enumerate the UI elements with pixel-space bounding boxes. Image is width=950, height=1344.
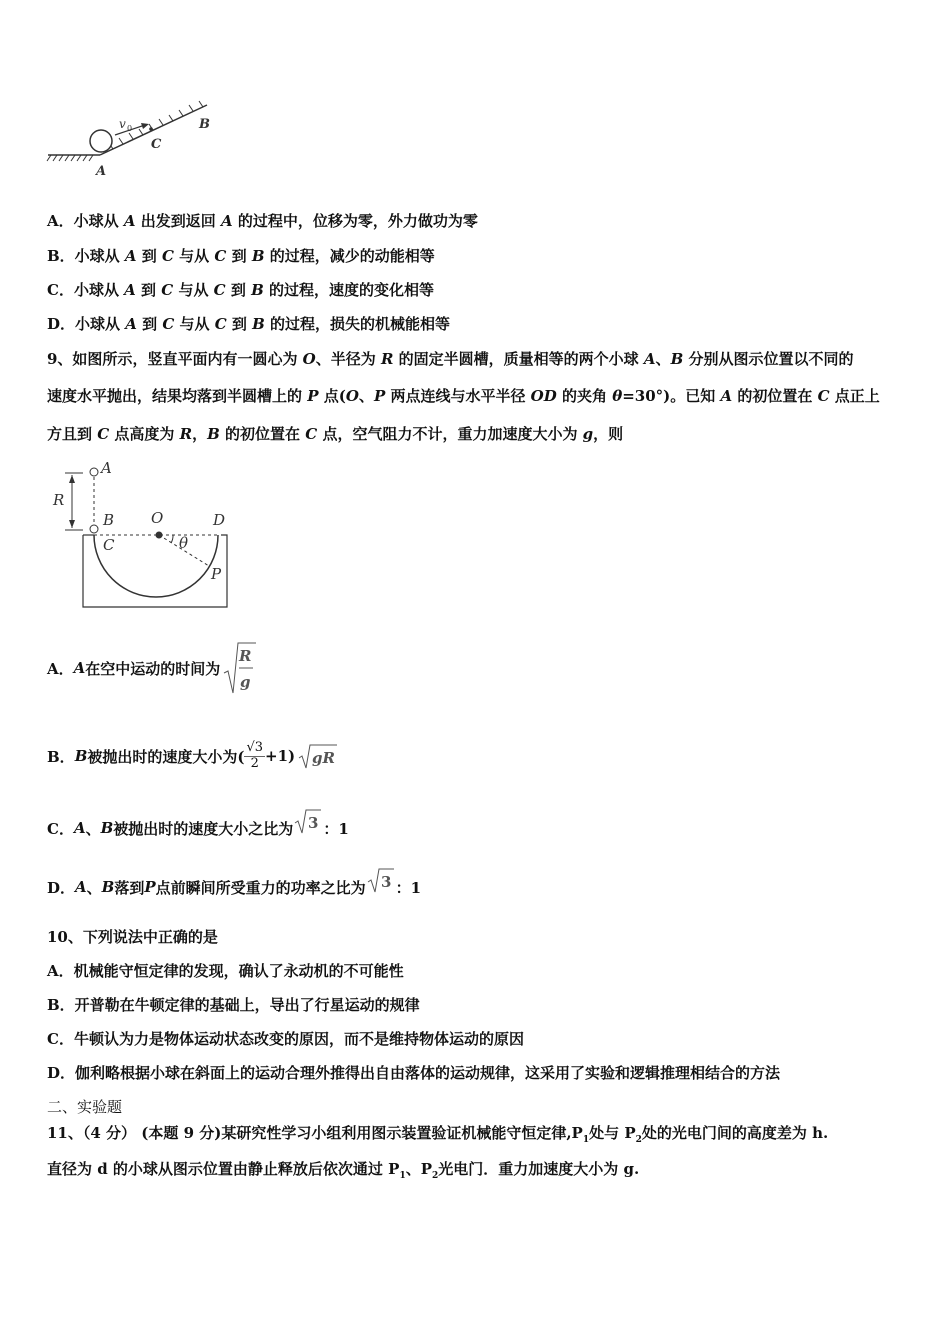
fig2-label-D: D [213, 511, 226, 529]
q8-option-a: A．小球从 A 出发到返回 A 的过程中，位移为零，外力做功为零 [47, 212, 478, 230]
q9-option-a: A． A 在空中运动的时间为 R g [47, 640, 258, 696]
fig1-label-A: A [96, 164, 107, 179]
radicand-3: 3 [308, 814, 319, 832]
q9-stem-line1: 9、如图所示，竖直平面内有一圆心为 O、半径为 R 的固定半圆槽，质量相等的两个小球 A、B 分别从图示位置以不同的 [47, 350, 854, 368]
v0-subscript: 0 [127, 124, 133, 133]
q9-option-d: D． A 、 B 落到 P 点前瞬间所受重力的功率之比为 3 ：1 [47, 867, 421, 907]
sqrt-r-over-g [222, 641, 258, 695]
fig1-label-B: B [199, 117, 210, 132]
fraction-sqrt3-over-2: $\frac{√3}{2}$ [246, 740, 264, 771]
radicand-3: 3 [380, 873, 392, 891]
q9-stem-line2: 速度水平抛出，结果均落到半圆槽上的 P 点(O、P 两点连线与水平半径 OD 的夹角 θ=30°)。已知 A 的初位置在 C 点正上 [47, 387, 880, 405]
q9-option-c: C． A 、 B 被抛出时的速度大小之比为 3 ：1 [47, 808, 349, 848]
fig2-label-C: C [103, 536, 115, 554]
q8-option-b: B．小球从 A 到 C 与从 C 到 B 的过程，减少的动能相等 [47, 247, 435, 265]
sqrt-denominator: g [240, 673, 251, 691]
fig2-label-O: O [151, 509, 164, 527]
q11-line2: 直径为 d 的小球从图示位置由静止释放后依次通过 $P_1$、$P_2$光电门．重力加速度大小为 g. [47, 1160, 640, 1181]
q10-option-a: A．机械能守恒定律的发现，确认了永动机的不可能性 [47, 962, 404, 980]
fig2-label-A: A [101, 459, 112, 477]
fig2-label-R: R [53, 491, 65, 509]
sqrt-3-d [366, 866, 396, 894]
incline-figure [45, 95, 220, 180]
fig2-label-P: P [211, 565, 222, 583]
semicircle-groove-figure [45, 455, 240, 615]
q10-option-d: D．伽利略根据小球在斜面上的运动合理外推得出自由落体的运动规律，这采用了实验和逻辑推理相结合的方法 [47, 1064, 781, 1082]
q9-stem-line3: 方且到 C 点高度为 R，B 的初位置在 C 点，空气阻力不计，重力加速度大小为 g，则 [47, 425, 624, 443]
q10-stem: 10、下列说法中正确的是 [47, 928, 218, 946]
q10-option-b: B．开普勒在牛顿定律的基础上，导出了行星运动的规律 [47, 996, 420, 1014]
q9-option-b: B． B 被抛出时的速度大小为( $\frac{√3}{2}$ +1) gR [47, 728, 339, 784]
q8-option-d: D．小球从 A 到 C 与从 C 到 B 的过程，损失的机械能相等 [47, 315, 451, 333]
q8-option-c: C．小球从 A 到 C 与从 C 到 B 的过程，速度的变化相等 [47, 281, 434, 299]
q11-line1: 11、（4 分） (本题 9 分)某研究性学习小组利用图示装置验证机械能守恒定律$,P_1$处与 $P_2$处的光电门间的高度差为 h. [47, 1124, 829, 1145]
section-heading-experiment: 二、实验题 [47, 1098, 123, 1116]
fig1-label-C: C [151, 137, 162, 152]
q10-option-c: C．牛顿认为力是物体运动状态改变的原因，而不是维持物体运动的原因 [47, 1030, 524, 1048]
sqrt-numerator: R [239, 647, 252, 665]
v0-label: v [119, 117, 126, 131]
fig2-label-theta: θ [179, 534, 189, 552]
sqrt-gR [297, 742, 339, 770]
radicand-gR: gR [312, 749, 336, 767]
sqrt-3-c [293, 807, 323, 835]
fig2-label-B: B [103, 511, 115, 529]
